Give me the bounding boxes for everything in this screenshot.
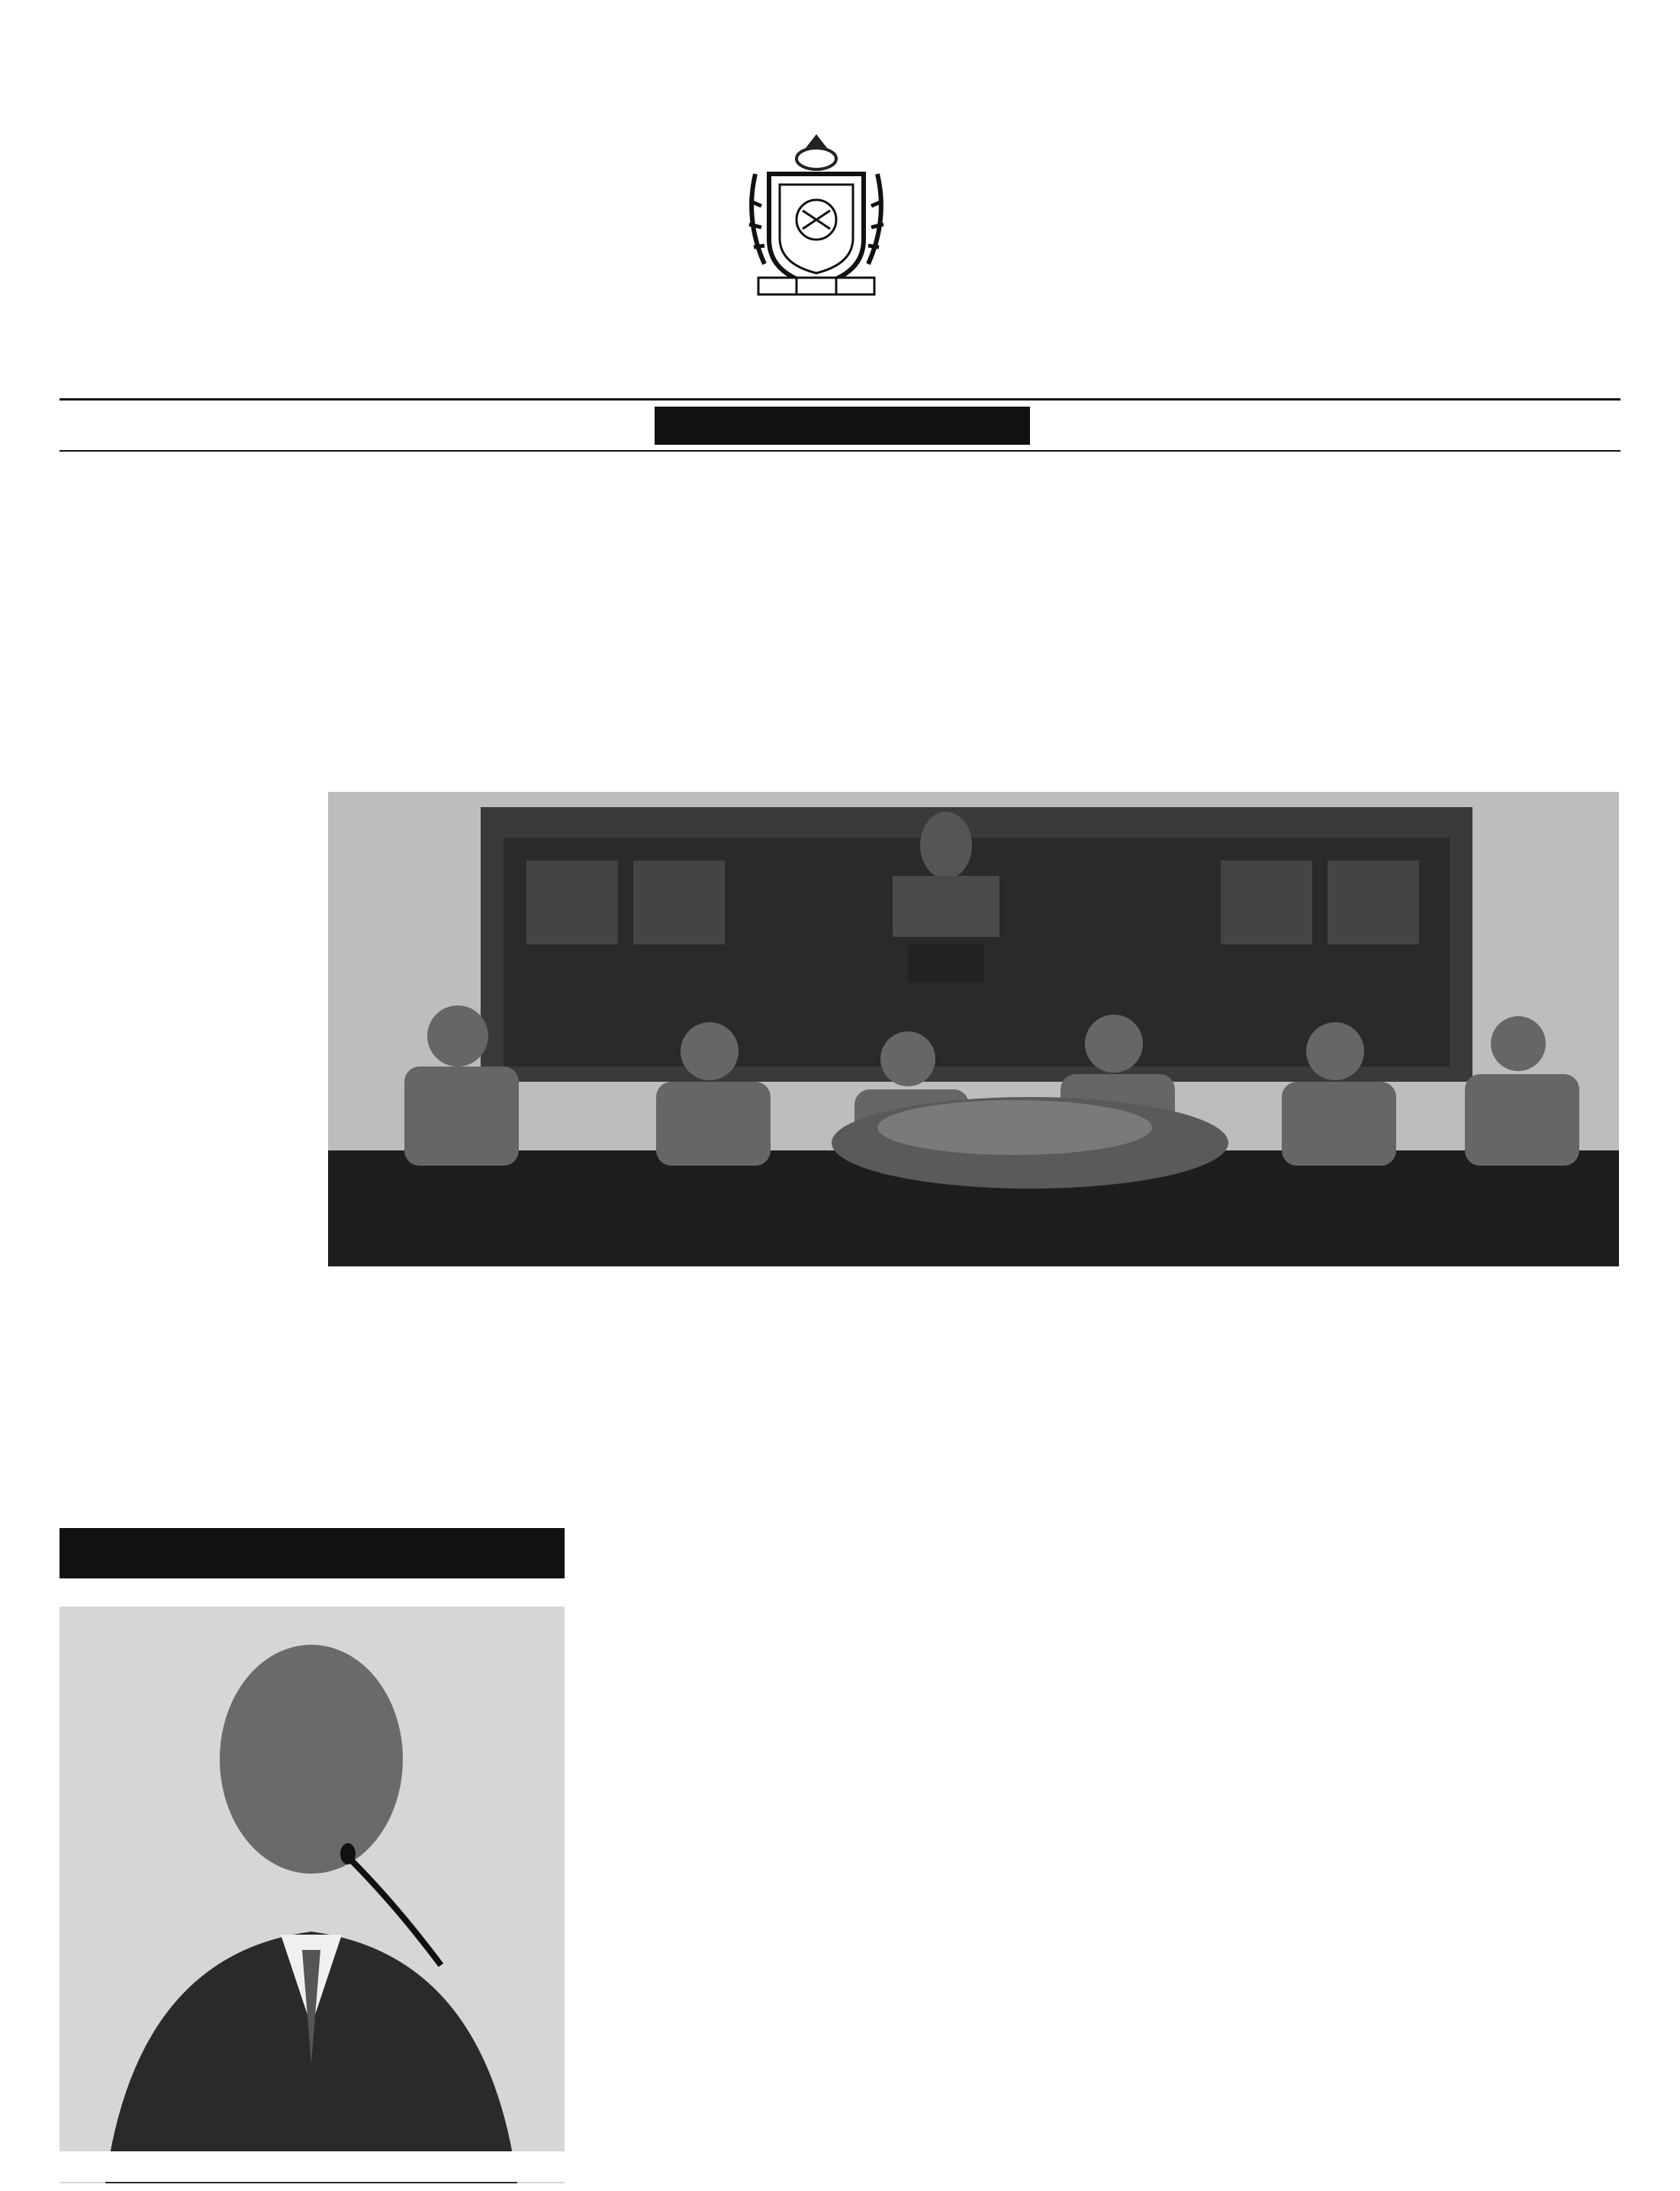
second-photo [60, 1607, 565, 2183]
lead-column-1 [60, 786, 311, 789]
masthead-rule-top [60, 398, 1620, 401]
lead-photo [328, 792, 1619, 1266]
story-section-label [60, 1528, 565, 1578]
coat-of-arms-icon [740, 128, 893, 305]
section-banner [655, 407, 1030, 445]
masthead-rule-bottom [60, 450, 1620, 452]
